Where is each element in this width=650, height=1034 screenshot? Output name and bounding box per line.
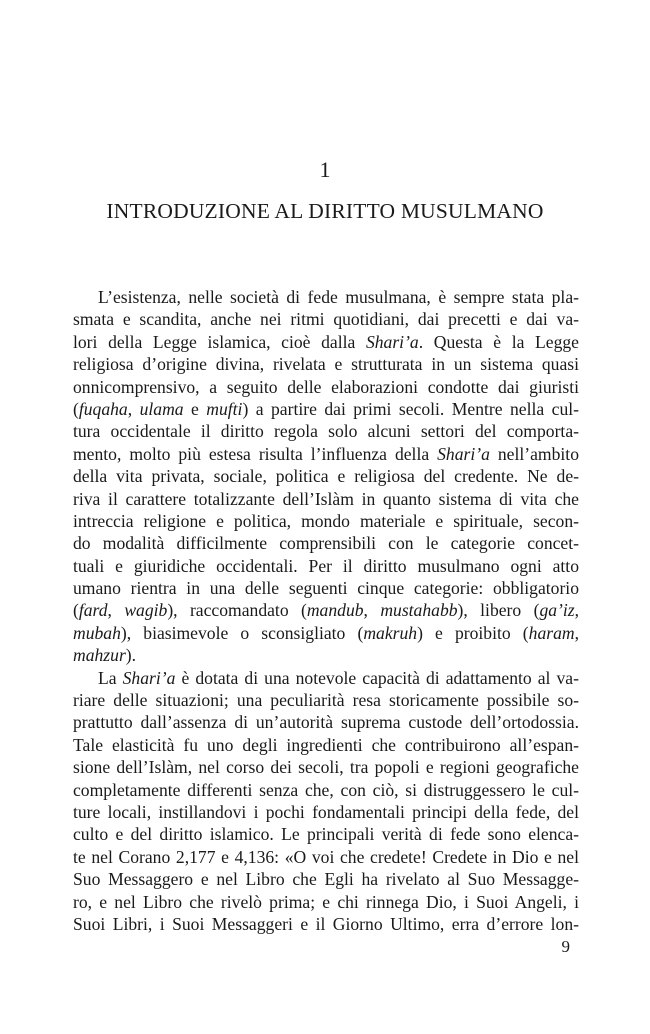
text-segment: L’esistenza, nelle società di fede musulmana, è sempre stata pla- [98, 287, 579, 307]
text-line [73, 510, 579, 532]
text-segment: smata e scandita, anche nei ritmi quotidiani, dai precetti e dai va- [73, 309, 579, 330]
text-segment: è dotata di una notevole capacità di adattamento al va- [175, 667, 579, 688]
text-segment: sione dell’Islàm, nel corso dei secoli, tra popoli e regioni geografiche [73, 757, 579, 778]
text-segment: culto e del diritto islamico. Le principali verità di fede sono elenca- [73, 824, 579, 845]
text-segment: Tale elasticità fu uno degli ingredienti che contribuirono all’espan- [73, 734, 579, 755]
text-segment: mento, molto più estesa risulta l’influenza della [73, 443, 438, 464]
text-segment: nell’ambito [489, 443, 579, 464]
text-segment: do modalità difficilmente comprensibili con le categorie concet- [73, 533, 579, 554]
text-line [73, 622, 579, 644]
text-segment: ), raccomandato ( [167, 600, 307, 621]
text-line [73, 555, 579, 577]
italic-term: makruh [363, 622, 418, 643]
italic-term: fuqaha [78, 398, 128, 419]
text-segment: riva il carattere totalizzante dell’Islàm in quanto sistema di vita che [73, 488, 579, 509]
text-segment: , [574, 600, 580, 621]
text-line [73, 286, 579, 308]
text-segment: tuali e giuridiche occidentali. Per il diritto musulmano ogni atto [73, 555, 579, 576]
text-segment: , [127, 398, 140, 419]
text-segment: te nel Corano 2,177 e 4,136: «O voi che credete! Credete in Dio e nel [73, 846, 579, 867]
text-line [73, 711, 579, 733]
text-segment: ( [73, 600, 79, 621]
italic-term: mahzur [73, 645, 126, 666]
italic-term: ga’iz [539, 600, 575, 621]
text-line [73, 488, 579, 510]
text-segment: tura occidentale il diritto regola solo alcuni settori del comporta- [73, 421, 579, 442]
text-line [73, 823, 579, 845]
text-segment: ) a partire dai primi secoli. Mentre nella cul- [242, 398, 579, 419]
italic-term: mufti [206, 398, 243, 419]
chapter-number: 1 [319, 157, 331, 182]
text-segment: religiosa d’origine divina, rivelata e strutturata in un sistema quasi [73, 354, 579, 375]
text-line [73, 398, 579, 420]
text-line [73, 756, 579, 778]
text-segment: lori della Legge islamica, cioè dalla [73, 331, 366, 352]
text-line [73, 913, 579, 935]
text-line [73, 868, 579, 890]
text-segment: ture locali, instillandovi i pochi fondamentali principi della fede, del [73, 801, 579, 822]
text-segment: completamente differenti senza che, con ciò, si distruggessero le cul- [73, 779, 579, 800]
text-line [73, 353, 579, 375]
text-segment: onnicomprensivo, a seguito delle elaborazioni condotte dai giuristi [73, 376, 579, 397]
text-segment: umano rientra in una delle seguenti cinque categorie: obbligatorio [73, 578, 579, 599]
text-line [73, 644, 579, 666]
text-segment: ) e proibito ( [417, 622, 529, 643]
text-segment: ). [125, 645, 137, 666]
text-segment: ), biasimevole o sconsigliato ( [120, 622, 364, 643]
italic-term: mubah [73, 622, 121, 643]
text-segment: della vita privata, sociale, politica e religiosa del credente. Ne de- [73, 466, 579, 487]
text-segment: ( [73, 398, 79, 419]
text-line [73, 734, 579, 756]
italic-term: Shari’a [437, 443, 490, 464]
page-number: 9 [561, 937, 570, 956]
text-segment: e [183, 398, 207, 419]
text-line [73, 308, 579, 330]
text-line [73, 331, 579, 353]
text-segment: Suoi Libri, i Suoi Messaggeri e il Giorno Ultimo, erra d’errore lon- [73, 913, 579, 934]
text-line [73, 689, 579, 711]
text-segment: , [574, 622, 579, 643]
italic-term: mustahabb [380, 600, 458, 621]
text-line [73, 846, 579, 868]
text-line [73, 443, 579, 465]
text-line [73, 779, 579, 801]
text-segment: Suo Messaggero e nel Libro che Egli ha rivelato al Suo Messagge- [73, 869, 579, 890]
text-segment: ), libero ( [457, 600, 540, 621]
italic-term: Shari’a [365, 331, 419, 352]
text-segment: prattutto dall’assenza di un’autorità suprema custode dell’ortodossia. [73, 712, 579, 733]
text-segment: , [363, 600, 381, 621]
text-line [73, 891, 579, 913]
chapter-title: INTRODUZIONE AL DIRITTO MUSULMANO [106, 199, 544, 223]
italic-term: mandub [306, 600, 364, 621]
text-line [73, 420, 579, 442]
text-line [73, 465, 579, 487]
text-segment: , [107, 600, 125, 621]
text-line [73, 532, 579, 554]
text-line [73, 801, 579, 823]
text-segment: . Questa è la Legge [418, 331, 579, 352]
text-segment: intreccia religione e politica, mondo materiale e spirituale, secon- [73, 510, 579, 531]
body-text [73, 286, 579, 935]
text-line [73, 577, 579, 599]
text-line [73, 599, 579, 621]
text-segment: La [98, 667, 123, 688]
italic-term: haram [528, 622, 575, 643]
italic-term: Shari’a [122, 667, 176, 688]
italic-term: wagib [124, 600, 168, 621]
text-line [73, 667, 579, 689]
text-segment: riare delle situazioni; una peculiarità resa storicamente possibile so- [73, 690, 579, 711]
text-segment: ro, e nel Libro che rivelò prima; e chi rinnega Dio, i Suoi Angeli, i [73, 891, 579, 912]
text-line [73, 376, 579, 398]
italic-term: ulama [139, 398, 184, 419]
italic-term: fard [78, 600, 108, 621]
